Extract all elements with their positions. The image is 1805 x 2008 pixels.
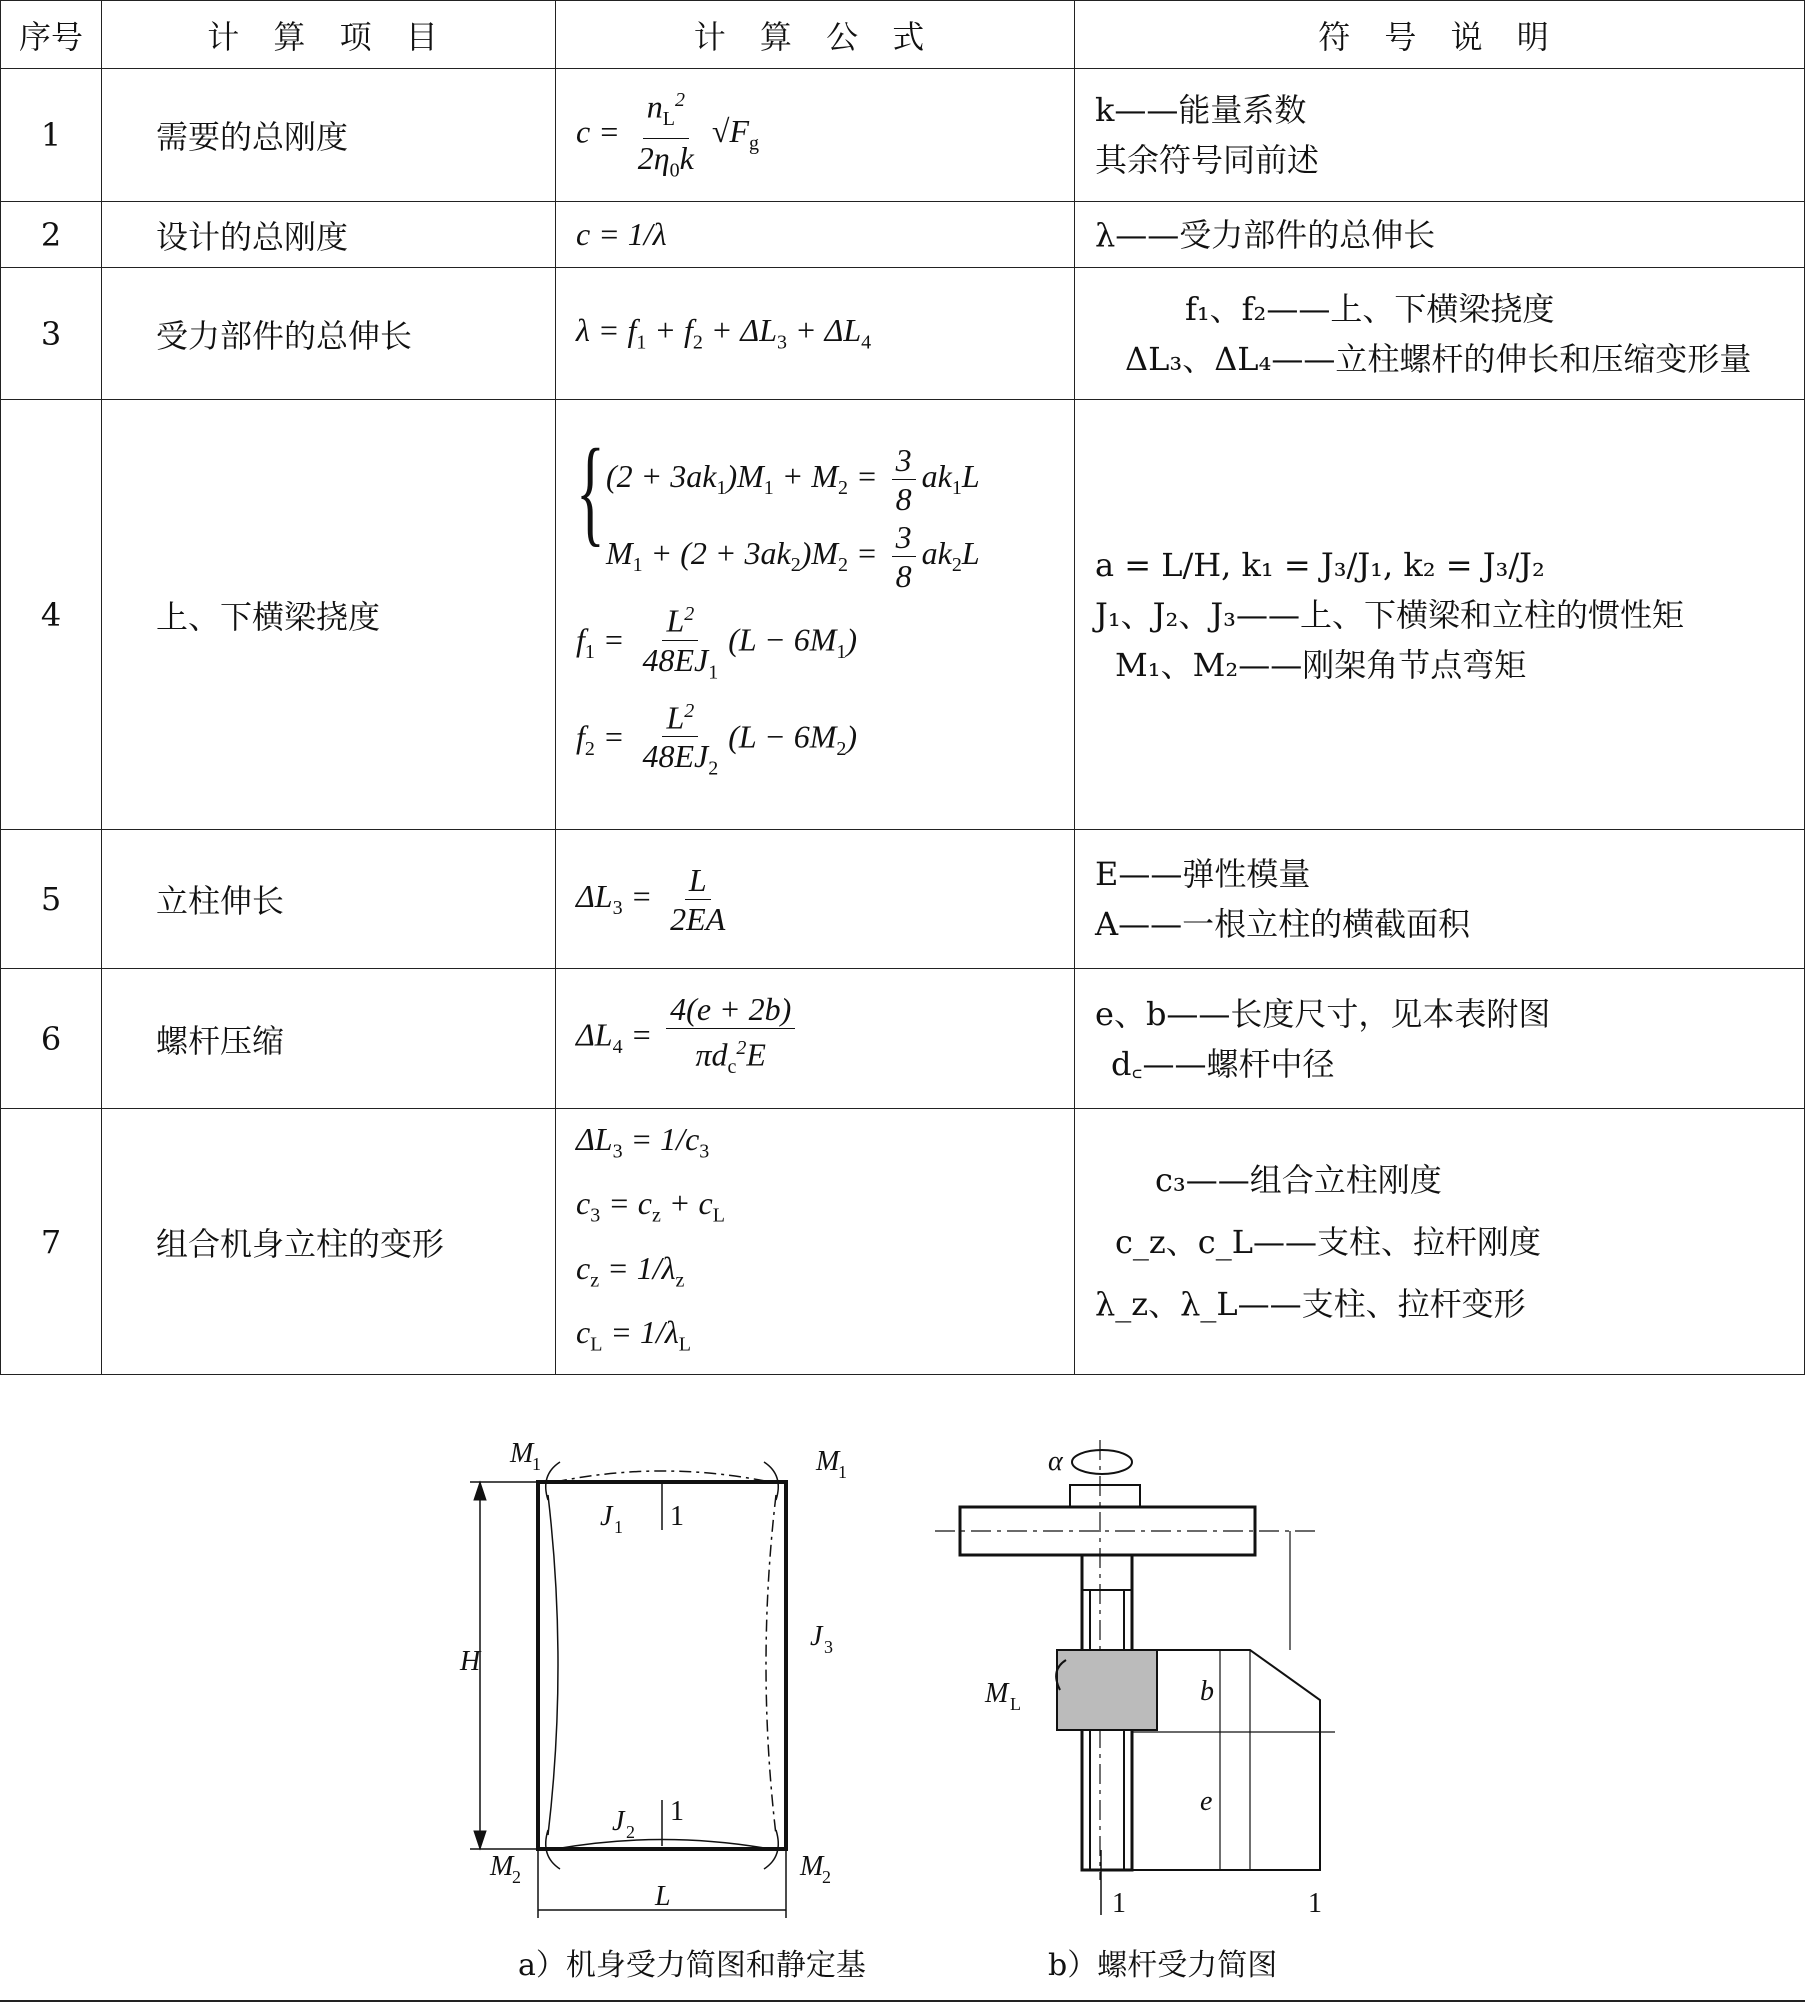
- row-description: f₁、f₂——上、下横梁挠度 ΔL₃、ΔL₄——立柱螺杆的伸长和压缩变形量: [1075, 268, 1805, 400]
- header-formula: 计 算 公 式: [556, 1, 1075, 69]
- row-item: 组合机身立柱的变形: [102, 1109, 556, 1375]
- svg-text:2: 2: [822, 1867, 831, 1887]
- label-section-right: 1: [1308, 1888, 1322, 1919]
- row-description: k——能量系数 其余符号同前述: [1075, 69, 1805, 202]
- caption-a: a）机身受力简图和静定基: [518, 1948, 866, 1983]
- table-row: [1, 202, 1805, 268]
- svg-text:2: 2: [626, 1822, 635, 1842]
- row-description: a = L/H, k₁ = J₃/J₁, k₂ = J₃/J₂ J₁、J₂、J₃——上、下横梁和立柱的惯性矩 M₁、M₂——刚架角节点弯矩: [1075, 400, 1805, 830]
- table-row: [1, 69, 1805, 202]
- table-header-row: [1, 1, 1805, 69]
- row-description: e、b——长度尺寸，见本表附图 d꜀——螺杆中径: [1075, 969, 1805, 1109]
- table-row: [1, 830, 1805, 969]
- row-number: 4: [1, 400, 102, 830]
- row-formula: $\Delta L_3$ = $\frac{L}{2EA}$: [556, 830, 1075, 969]
- svg-text:1: 1: [614, 1517, 623, 1537]
- label-m1-left: M: [510, 1438, 534, 1469]
- row-description: E——弹性模量 A——一根立柱的横截面积: [1075, 830, 1805, 969]
- row-formula: c = 1/λ: [556, 202, 1075, 268]
- row-number: 2: [1, 202, 102, 268]
- frame-diagram: [470, 1462, 786, 1918]
- header-item: 计 算 项 目: [102, 1, 556, 69]
- svg-text:3: 3: [824, 1637, 833, 1657]
- svg-text:2: 2: [512, 1867, 521, 1887]
- row-description: λ——受力部件的总伸长: [1075, 202, 1805, 268]
- label-j1: J: [600, 1501, 613, 1532]
- row-number: 7: [1, 1109, 102, 1375]
- figure-diagram: [0, 1380, 1805, 1940]
- row-formula: { $(2 + 3ak_1)M_1 + M_2$ = $\frac{3}{8}$ $ak_1L$ $M_1 + (2 + 3ak_2)M_2$ = $\frac{3}{8}$ $ak_2L$ $f_1$ = $\frac{L^2}{48EJ_1}$ $(L - 6M_1)$ $f_2$ = $\frac{L^2}{48EJ_2}$ $(L - 6M_2)$: [556, 400, 1075, 830]
- row-description: c₃——组合立柱刚度 c_z、c_L——支柱、拉杆刚度 λ_z、λ_L——支柱、拉杆变形: [1075, 1109, 1805, 1375]
- label-section-bottom: 1: [670, 1796, 684, 1827]
- svg-text:1: 1: [838, 1462, 847, 1482]
- label-m2-left: M: [490, 1851, 514, 1882]
- label-section-bolt: 1: [1112, 1888, 1126, 1919]
- row-item: 上、下横梁挠度: [102, 400, 556, 830]
- bottom-rule: [0, 2000, 1805, 2002]
- label-section-top: 1: [670, 1501, 684, 1532]
- row-item: 受力部件的总伸长: [102, 268, 556, 400]
- row-formula: $\lambda = f_1 + f_2 + \Delta L_3 + \Delta L_4$: [556, 268, 1075, 400]
- table-row: [1, 969, 1805, 1109]
- svg-text:1: 1: [532, 1454, 541, 1474]
- row-number: 6: [1, 969, 102, 1109]
- label-b: b: [1200, 1676, 1214, 1707]
- table-row: [1, 1109, 1805, 1375]
- caption-b: b）螺杆受力简图: [1048, 1948, 1278, 1983]
- row-number: 5: [1, 830, 102, 969]
- label-l: L: [655, 1881, 671, 1912]
- header-description: 符 号 说 明: [1075, 1, 1805, 69]
- table-row: [1, 400, 1805, 830]
- row-formula: $\Delta L_3 = 1/c_3$ $c_3 = c_z + c_L$ $c_z = 1/\lambda_z$ $c_L = 1/\lambda_L$: [556, 1109, 1075, 1375]
- row-item: 需要的总刚度: [102, 69, 556, 202]
- label-m1-right: M: [816, 1446, 840, 1477]
- row-formula: $\Delta L_4$ = $\frac{4(e + 2b)}{\pi d_c^2E}$: [556, 969, 1075, 1109]
- row-item: 设计的总刚度: [102, 202, 556, 268]
- header-number: 序号: [1, 1, 102, 69]
- label-e: e: [1200, 1786, 1213, 1817]
- frame-labels: [459, 1438, 847, 1912]
- label-ml: M: [985, 1678, 1009, 1709]
- row-item: 螺杆压缩: [102, 969, 556, 1109]
- row-item: 立柱伸长: [102, 830, 556, 969]
- row-number: 3: [1, 268, 102, 400]
- label-alpha: α: [1048, 1446, 1063, 1477]
- label-j3: J: [810, 1621, 823, 1652]
- row-number: 1: [1, 69, 102, 202]
- label-m2-right: M: [800, 1851, 824, 1882]
- label-h: H: [460, 1646, 481, 1677]
- svg-text:L: L: [1010, 1694, 1021, 1714]
- row-formula: c = $\frac{n_L^2}{2\eta_0k}$ $√F_g$: [556, 69, 1075, 202]
- label-j2: J: [612, 1806, 625, 1837]
- table-row: [1, 268, 1805, 400]
